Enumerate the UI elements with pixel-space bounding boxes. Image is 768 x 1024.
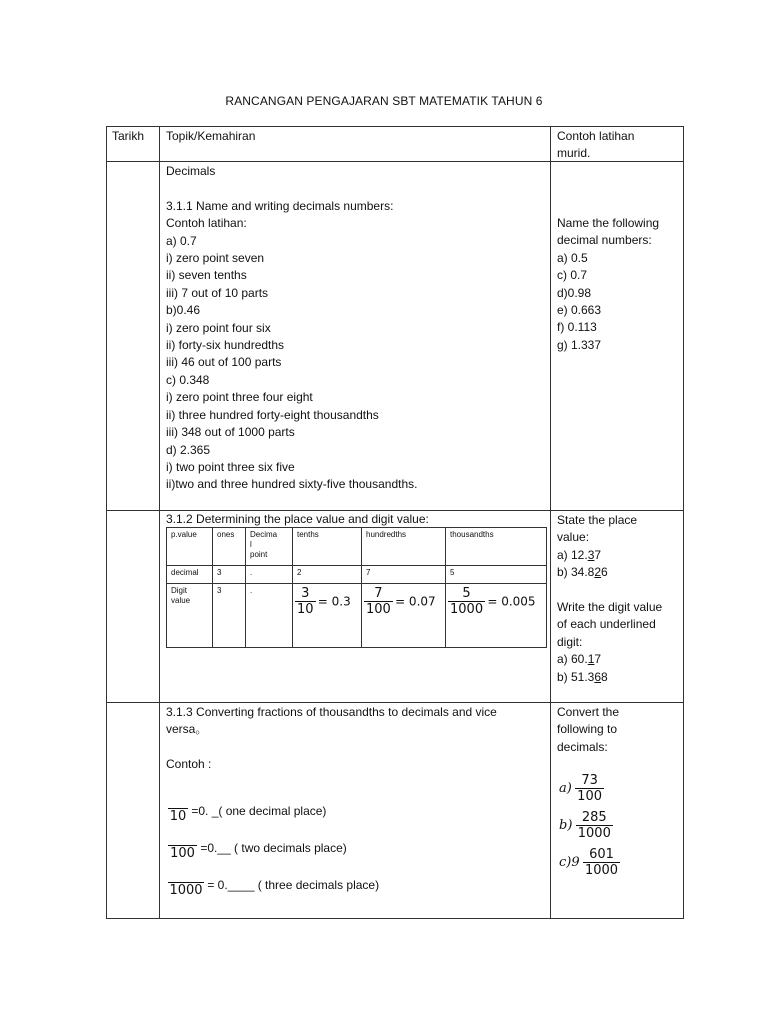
exercise-item-d [557, 669, 662, 686]
header-hundredths: hundredths [362, 528, 446, 566]
text-line: i) two point three six five [166, 459, 295, 474]
text-line: i) zero point three four eight [166, 390, 313, 405]
contoh-label: Contoh : [166, 757, 212, 772]
exercise-fraction-a [559, 773, 604, 804]
exercise-fraction-b [559, 810, 613, 841]
fraction-example-3 [168, 874, 379, 898]
exercise-text: a) 60. [557, 652, 588, 667]
fraction-numerator: 601 [589, 847, 614, 862]
exercise-text: 7 [594, 652, 602, 667]
heading-line: versa。 [166, 722, 208, 737]
row2-heading: 3.1.2 Determining the place value and digit value: [166, 512, 429, 526]
heading-line: 3.1.3 Converting fractions of thousandths to decimals and vice [166, 705, 497, 719]
decimal-tenths: 2 [293, 566, 362, 584]
digit-value-label [167, 584, 213, 648]
fraction-denominator: 10 [169, 809, 187, 824]
exercise-text: 8 [601, 669, 608, 684]
tenths-result: = 0.3 [317, 594, 351, 609]
page-title: RANCANGAN PENGAJARAN SBT MATEMATIK TAHUN 6 [225, 94, 543, 108]
place-value-decimal-row [167, 566, 547, 584]
underlined-digit: 6 [594, 669, 602, 684]
exercise-line: c) 0.7 [557, 268, 588, 283]
blank-numerator [168, 800, 188, 809]
example-text: = 0.____ ( three decimals place) [207, 878, 380, 893]
exercise-line: Name the following [557, 216, 660, 230]
exercise-line: a) 0.5 [557, 250, 588, 265]
tenths-fraction [295, 586, 316, 617]
exercise-line: Convert the [557, 705, 620, 719]
exercise-text: b) 34.8 [557, 565, 595, 580]
header-ones: ones [213, 528, 246, 566]
exercise-label: b) [559, 818, 573, 833]
place-value-table [166, 527, 547, 648]
header-thousandths: thousandths [446, 528, 547, 566]
row1-exercise [557, 215, 659, 354]
exercise-text: b) 51.3 [557, 669, 595, 684]
decimal-hundredths: 7 [362, 566, 446, 584]
blank-fraction [168, 874, 204, 898]
text-line: ii) seven tenths [166, 268, 247, 283]
blank-fraction [168, 800, 188, 824]
exercise-line: State the place [557, 513, 638, 527]
exercise-item-b [557, 564, 662, 581]
text-line: ii) three hundred forty-eight thousandths [166, 407, 379, 422]
text-line: Decimals [166, 164, 216, 178]
fraction-numerator: 73 [581, 773, 598, 788]
exercise-line: of each underlined [557, 617, 656, 632]
table-col-divider [550, 126, 551, 918]
text-line: iii) 46 out of 100 parts [166, 355, 282, 370]
digit-hundredths [362, 584, 446, 648]
text-line: ii) forty-six hundredths [166, 338, 285, 353]
header-decimal-point-2: l [250, 540, 252, 549]
exercise-line: d)0.98 [557, 285, 592, 300]
exercise-fraction [575, 773, 604, 804]
header-decimal-point [246, 528, 293, 566]
digit-point: . [246, 584, 293, 648]
fraction-denominator: 10 [297, 602, 314, 617]
text-line: ii)two and three hundred sixty-five thousandths. [166, 477, 418, 492]
exercise-line: following to [557, 722, 618, 737]
header-topik: Topik/Kemahiran [166, 129, 256, 143]
text-line: a) 0.7 [166, 233, 197, 248]
table-border-right [683, 126, 684, 918]
exercise-fraction [583, 847, 620, 878]
header-contoh-line2: murid. [557, 146, 591, 160]
spacer [166, 739, 497, 756]
exercise-line: decimals: [557, 739, 608, 754]
table-border-left [106, 126, 107, 918]
text-line: c) 0.348 [166, 372, 210, 387]
fraction-example-1 [168, 800, 326, 824]
blank-fraction [168, 837, 197, 861]
decimal-ones: 3 [213, 566, 246, 584]
exercise-text: 6 [601, 565, 608, 580]
text-line: i) zero point four six [166, 320, 271, 335]
table-col-divider [159, 126, 160, 918]
exercise-line: f) 0.113 [557, 320, 597, 335]
digit-tenths [293, 584, 362, 648]
fraction-numerator: 285 [581, 810, 607, 825]
fraction-denominator: 100 [170, 846, 195, 861]
decimal-point: . [246, 566, 293, 584]
digit-label-1: Digit [171, 586, 188, 595]
exercise-line: value: [557, 530, 590, 545]
fraction-denominator: 100 [577, 789, 602, 804]
example-text: =0. _( one decimal place) [191, 804, 327, 819]
text-line [166, 180, 417, 197]
exercise-text: a) 12. [557, 547, 588, 562]
row3-exercise [557, 704, 619, 756]
digit-ones: 3 [213, 584, 246, 648]
underlined-digit: 2 [594, 565, 602, 580]
text-line: b)0.46 [166, 303, 201, 318]
thousandths-result: = 0.005 [487, 594, 536, 609]
blank-numerator [168, 874, 204, 883]
exercise-text: 7 [594, 547, 602, 562]
header-decimal-point-3: point [250, 550, 268, 559]
table-border-bottom [106, 918, 684, 919]
fraction-numerator: 3 [301, 586, 310, 601]
underlined-digit: 3 [587, 547, 595, 562]
row3-heading [166, 704, 497, 774]
underlined-digit: 1 [587, 652, 595, 667]
fraction-denominator: 100 [366, 602, 391, 617]
exercise-line: Write the digit value [557, 600, 663, 615]
exercise-line: decimal numbers: [557, 233, 652, 248]
fraction-numerator: 7 [374, 586, 383, 601]
exercise-line: digit: [557, 634, 583, 649]
thousandths-fraction [448, 586, 485, 617]
text-line: Contoh latihan: [166, 216, 247, 231]
exercise-label: c)9 [559, 855, 580, 870]
text-line: iii) 348 out of 1000 parts [166, 425, 295, 440]
header-tenths: tenths [293, 528, 362, 566]
header-decimal-point-1: Decima [250, 530, 278, 539]
text-line: 3.1.1 Name and writing decimals numbers: [166, 198, 394, 213]
header-contoh-line1: Contoh latihan [557, 129, 635, 143]
digit-label-2: value [171, 596, 191, 605]
decimal-label: decimal [167, 566, 213, 584]
exercise-fraction-c [559, 847, 620, 878]
fraction-denominator: 1000 [584, 863, 619, 878]
table-row-divider [106, 702, 684, 703]
hundredths-fraction [364, 586, 393, 617]
table-border-top [106, 126, 684, 127]
place-value-header-row [167, 528, 547, 566]
fraction-denominator: 1000 [577, 826, 611, 841]
fraction-numerator: 5 [462, 586, 471, 601]
row1-content [166, 163, 417, 494]
text-line: i) zero point seven [166, 251, 265, 266]
place-value-digit-row [167, 584, 547, 648]
header-pvalue: p.value [167, 528, 213, 566]
spacer [557, 582, 662, 599]
blank-numerator [168, 837, 197, 846]
decimal-thousandths: 5 [446, 566, 547, 584]
exercise-line: g) 1.337 [557, 337, 602, 352]
exercise-line: e) 0.663 [557, 303, 602, 318]
fraction-example-2 [168, 837, 347, 861]
example-text: =0.__ ( two decimals place) [200, 841, 347, 856]
hundredths-result: = 0.07 [395, 594, 436, 609]
exercise-fraction [576, 810, 613, 841]
text-line: d) 2.365 [166, 442, 211, 457]
digit-thousandths [446, 584, 547, 648]
fraction-denominator: 1000 [169, 883, 203, 898]
exercise-item-c [557, 651, 662, 668]
exercise-item-a [557, 547, 662, 564]
header-tarikh: Tarikh [112, 129, 145, 143]
exercise-label: a) [559, 781, 572, 796]
fraction-denominator: 1000 [450, 602, 484, 617]
row2-exercise [557, 512, 662, 686]
header-contoh [557, 128, 634, 162]
text-line: iii) 7 out of 10 parts [166, 285, 269, 300]
